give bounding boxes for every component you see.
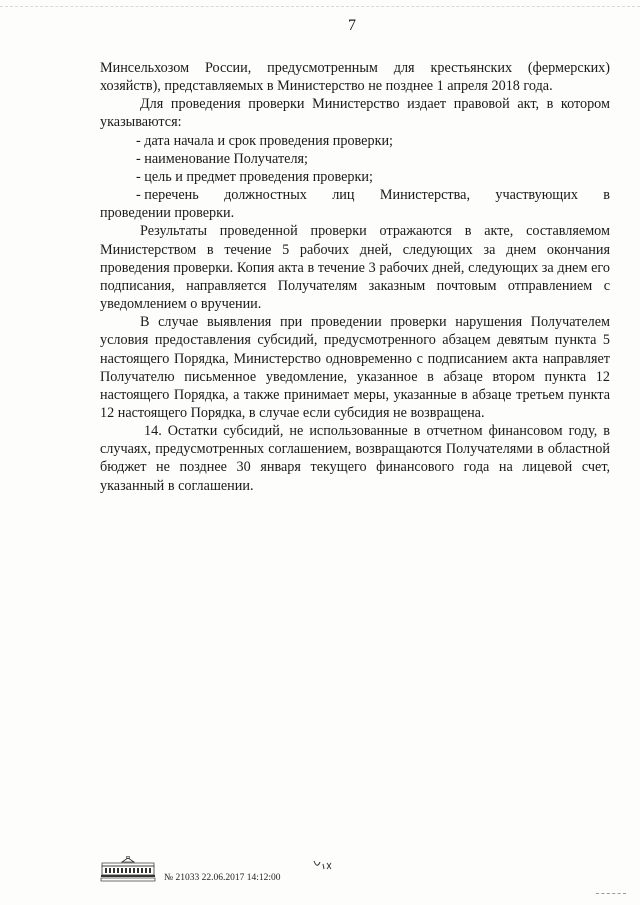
scan-top-edge	[0, 6, 640, 8]
paragraph-continuation: Минсельхозом России, предусмотренным для крестьянских (фермерских) хозяйств), представляемых в Министерство не позднее 1 апреля 2018 года.	[100, 60, 610, 95]
building-stamp-icon	[100, 856, 156, 882]
list-item-word: лиц	[332, 187, 355, 204]
paragraph-violation: В случае выявления при проведении проверки нарушения Получателем условия предоставления субсидий, предусмотренного абзацем девятым пункта 5 настоящего Порядка, Министерство одновременно с подписанием акта направляет Получателю письменное уведомление, указанное в абзаце втором пункта 12 настоящего Порядка, а также принимает меры, указанные в абзаце третьем пункта 12 настоящего Порядка, в случае если субсидия не возвращена.	[100, 314, 610, 421]
paragraph-inspection-results: Результаты проведенной проверки отражаются в акте, составляемом Министерством в течение 5 рабочих дней, следующих за днем окончания проведения проверки. Копия акта в течение 3 рабочих дней, следующих за днем его подписания, направляется Получателям заказным почтовым отправлением с уведомлением о вручении.	[100, 223, 610, 313]
list-item: - дата начала и срок проведения проверки;	[136, 132, 393, 149]
list-item-word: должностных	[224, 187, 307, 204]
document-body	[100, 59, 610, 495]
list-item-word: участвующих	[495, 187, 578, 204]
page-number: 7	[348, 17, 356, 34]
paragraph-clause-14: 14. Остатки субсидий, не использованные в отчетном финансовом году, в случаях, предусмотренных соглашением, возвращаются Получателями в областной бюджет не позднее 30 января текущего финансового года на лицевой счет, указанный в соглашении.	[100, 423, 610, 494]
list-item-word: в	[603, 187, 610, 204]
list-item-officials	[100, 186, 610, 204]
scan-corner-artifact	[596, 893, 626, 895]
handwritten-mark	[312, 858, 336, 872]
list-item-word: - перечень	[136, 187, 199, 204]
registration-number: № 21033 22.06.2017 14:12:00	[164, 873, 281, 883]
paragraph-inspection-act: Для проведения проверки Министерство издает правовой акт, в котором указываются:	[100, 96, 610, 131]
list-item: - наименование Получателя;	[136, 150, 308, 167]
list-item-word: Министерства,	[379, 187, 470, 204]
list-item: - цель и предмет проведения проверки;	[136, 168, 373, 185]
list-item-continuation: проведении проверки.	[100, 205, 235, 222]
